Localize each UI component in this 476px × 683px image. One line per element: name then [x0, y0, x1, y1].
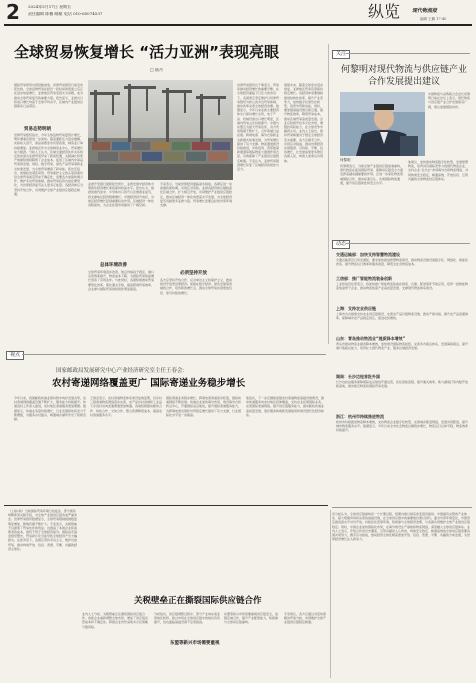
- brief-body-3: 上海市出台措施支持农业供应链建设，完善农产品冷链物流设施，推动产销对接，提升农产品流通效率，保障城市农产品稳定供应，促进农民增收。: [336, 312, 469, 321]
- section-divider: [4, 505, 328, 506]
- lead-headline: 全球贸易恢复增长 “活力亚洲”表现亮眼: [14, 43, 279, 61]
- page-number: 2: [6, 0, 20, 24]
- bottom-body-col3: 分析指出，供应链调整过程中，部分产业向东南亚等地区转移，新兴市场在全球供应链中的地位有所提升，但也面临基础设施不足等挑战。: [154, 612, 220, 625]
- interview-headline: 何黎明对现代物流与供应链产业合作发展提出建议: [340, 65, 467, 87]
- bottom-body-col1: （上接1版）当前国际贸易环境日趋复杂，部分国家频繁使用关税手段，对全球产业链供应链造成严重冲击。世界贸易组织数据显示，全球贸易限制措施数量明显增加，影响范围不断扩大。专家表示，关税壁垒不仅损害了贸易伙伴的利益，也推高了本国企业和消费者的成本，最终不利于全球经济复苏。国际货币基金组织警告，贸易碎片化可能导致全球经济产出大幅损失。在此背景下，各国应坚持多边主义，维护自由贸易，推动构建开放、包容、普惠、平衡、共赢的经济全球化。: [8, 509, 78, 551]
- bottom-body-col6: 有分析认为，全球供应链重构是一个长期过程，短期内难以彻底改变现有格局。中国拥有完整的产业体系、超大规模市场和完善的基础设施，在全球供应链中的重要地位难以替代。面对外部环境变化，中国坚定推进高水平对外开放，持续优化营商环境，积极参与全球经济治理，与各国共同维护全球产业链供应链稳定。同时，中国企业加快国际化布局，在海外建设生产基地和物流网络，深度融入全球供应链体系。业内人士表示，开放合作是历史潮流，互利共赢是人心所向，构建安全稳定、畅通高效的全球供应链需要各国共同努力，携手应对挑战，推动经济全球化朝着更加开放、包容、普惠、平衡、共赢的方向发展，为世界经济增长注入新动力。: [332, 512, 470, 542]
- interview-photo: [340, 92, 425, 156]
- port-photo: [88, 80, 233, 180]
- column-headline: 农村寄递网络覆盖更广 国际寄递业务稳步增长: [52, 378, 246, 389]
- column-body-4: 他指出，下一步应继续加强农村寄递物流基础设施建设，推动快递服务向农村地区延伸覆盖，支持企业拓展国际业务，完善国际寄递网络，提升供应链服务能力，推动邮政快递业高质量发展，更好服务构建新发展格局和建设现代化经济体系。: [246, 396, 324, 417]
- brief-title-1: 交通运输部：加快支持智慧物流建设: [336, 252, 400, 257]
- lead-body-col2a: 亚洲开发银行最新报告预计，亚洲发展中经济体今明两年经济增长率将保持较高水平。报告认为，强劲的国内需求、半导体出口回升以及旅游业复苏，将支撑地区经济稳健增长。中国经济回升向好，对地区经济增长起到重要拉动作用。区域经济一体化进程加快，为企业拓展市场提供了广阔空间。: [88, 182, 155, 208]
- lead-body-col3a: 专家表示，当前世界经济面临诸多挑战，各国应进一步加强政策协调，共同应对风险。亚洲各经济体应继续深化区域合作，扩大相互开放，共同维护产业链供应链稳定，推动区域经济一体化向更高水平发展，为全球经济复苏贡献更多亚洲力量。贸易增长需要良好的外部环境支撑。: [160, 182, 232, 208]
- lead-byline: □ 陆丹: [150, 68, 164, 72]
- brief-title-3: 上海：支持农业供应链: [336, 306, 376, 311]
- bottom-body-col4: 东盟等新兴市场需要重视供应链安全，加强区域合作，提升产业配套能力，积极参与全球供应链重构。: [224, 612, 279, 625]
- interview-body-left: 何黎明表示，当前全球产业链供应链加速重构，现代物流在促进国际贸易、保障供应链安全方面发挥着越来越重要的作用。应进一步深化物流领域国际合作，推动标准互认，共建国际物流通道，提升供应链韧性和安全水平。: [340, 164, 404, 185]
- lead-subhead-2: 总体环境改善: [100, 263, 127, 268]
- brief-body-6: 杭州市持续推进物流降本增效，支持物流企业数字化转型，完善城乡配送网络，发展共同配送，提升城市物流服务水平。数据显示，今年以来全市社会物流总额稳步增长，物流运行总体平稳，物流效率持续提升。: [336, 420, 469, 433]
- briefs-rule: [346, 243, 470, 244]
- lead-body-col5: 展望未来，随着全球需求逐步恢复，亚洲地区贸易有望保持稳定增长。各经济体需要继续推进结构性改革，提升产业竞争力，加快数字化绿色化转型，培育外贸新动能。同时，要加强基础设施互联互通，提升物流效率，降低贸易成本，推动区域贸易高质量发展。企业应积极开拓多元化市场，增强抗风险能力，在全球竞争中赢得主动。业内人士指出，保持贸易畅通对于稳定全球经济至关重要，各方应携手合作，共同应对挑战，推动世界经济实现强劲、可持续、平衡、包容增长，让发展成果更多惠及各国人民，构建人类命运共同体。: [284, 83, 324, 163]
- interview-body-right: 中国物流与采购联合会会长何黎明日前在论坛上表示，现代物流与供应链产业合作发展前景广阔，建议加强国际协作。: [428, 92, 470, 109]
- brief-title-5: 湖南：长沙边检首批外国: [336, 374, 380, 379]
- interview-label: 关注: [332, 50, 350, 59]
- lead-body-col1a: 国际贸易形势出现回暖迹象。世界贸易组织日前发布报告称，全球货物贸易在经历一段时间的低迷之后正在逐步恢复增长，亚洲地区贸易表现尤为亮眼，成为推动全球贸易复苏的重要力量。报告显示，亚洲出口和进口增长均高于全球平均水平，区域内产业链供应链联系日益紧密。: [14, 83, 84, 109]
- column-body-3: 国际寄递业务稳步增长，跨境电商寄递需求旺盛，国际快递网络不断拓展。快递企业加快海外布局，建设海外仓和转运中心，开通国际货运航线，提升国际寄递服务能力，为跨境电商发展和外贸稳定增长提供了有力支撑，行业国际化水平进一步提高。: [166, 396, 242, 417]
- bottom-divider: [330, 510, 331, 678]
- page-header: [0, 0, 476, 36]
- section-title: 纵览: [368, 2, 401, 21]
- paper-name: 现代物流报: [412, 8, 438, 14]
- column-body-1: 今年以来，我国邮政快递业保持稳中向好发展态势，农村寄递网络覆盖范围不断扩大，服务能力持续提升。快递进村工作深入推进，农村地区寄递服务更加便捷。数据显示，快递业务量持续增长，行业发展韧性和活力不断增强，为服务乡村振兴、畅通城乡循环作出了积极贡献。: [14, 396, 86, 422]
- column-label: 视点: [6, 351, 24, 360]
- bottom-headline: 关税壁垒正在撕裂国际供应链合作: [134, 596, 262, 606]
- divider-vertical: [328, 44, 329, 344]
- brief-title-2: 工信部：推广智能物流装备创新: [336, 276, 392, 281]
- interview-body-right2: 他建议，加快推动物流数字化转型，发展智慧物流，培育具有国际竞争力的现代物流企业，支持企业“走出去”布局海外仓和物流网络，共同构建安全稳定、畅通高效、开放包容、互利共赢的全球物流供应链体系。: [408, 160, 469, 181]
- brief-body-2: 工业和信息化部表示，将加快推广智能物流装备在制造、仓储、配送等环节的应用，培育一批智能物流装备骨干企业，推动物流装备产业高质量发展，支撑现代物流体系建设。: [336, 282, 469, 291]
- column-body-2: 王春会表示，农村寄递物流体系建设成效显著，县乡村三级寄递物流网络逐步完善，农产品出村进城和工业品下乡进村双向流通渠道更加畅通。各地积极推动邮快合作、快快合作、交快合作，整合资源降低成本，提高农村寄递服务水平。: [90, 396, 162, 417]
- lead-body-col1b: 世界贸易组织指出，今年全球货物贸易量预计增长，明年增速有望进一步加快。随着通胀压力逐步缓解，实际收入回升，商品消费需求有望改善，制造业订单持续增加。亚洲地区作为全球制造业中心，贸易增长动力强劲。分析人士认为，区域全面经济伙伴关系协定的实施为亚洲贸易带来了新的机遇，关税减让和原产地累积规则降低了企业成本，促进了区域内中间品贸易的发展。同时，数字贸易、绿色产品贸易等新业态快速发展，为全球贸易增添了新动能。报告还指出，地缘政治紧张局势、贸易保护主义抬头等因素仍给全球贸易前景带来不确定性，需要各方加强协调合作，维护多边贸易体制，推动贸易投资自由化便利化，为世界经济复苏注入更多正能量。各经济体应当坚持开放合作，共同维护全球产业链供应链稳定畅通。: [14, 133, 84, 196]
- edition-line: 编辑 王鹏 17:40: [420, 17, 447, 21]
- bottom-body-col2: 业内人士分析，关税壁垒正在撕裂国际供应链合作，迫使企业重新调整全球布局，增加了供应链运营成本和不确定性。跨国企业纷纷采取多元化策略分散风险。: [82, 612, 149, 629]
- brief-body-1: 交通运输部近日印发通知，要求加快推进智慧物流建设，推动物流设施设备数字化、网络化、智能化改造，提升物流运行效率和服务质量，降低全社会物流成本。: [336, 258, 469, 267]
- lead-body-col3b: 各方应坚持开放合作，反对单边主义和保护主义，推动建设开放型世界经济。加强在数字经济、绿色发展等领域的合作，培育新的增长点，推动全球贸易实现更加包容、更可持续的增长。: [160, 278, 232, 295]
- lead-subhead-1: 贸易态势明朗: [24, 127, 51, 132]
- brief-title-6: 浙江：杭州市持续推进物流: [336, 414, 384, 419]
- briefs-label: 动态: [332, 240, 350, 249]
- column-subtitle: 国家邮政局发展研究中心产业经济研究室主任王春会：: [56, 368, 189, 374]
- bottom-body-col5: 专家建议，各方应通过对话协商解决贸易分歧，共同维护全球产业链供应链稳定畅通。: [284, 612, 327, 625]
- brief-title-4: 山东：青岛推动物流业“提质降本增效”: [336, 336, 406, 341]
- column-rule: [22, 354, 326, 355]
- brief-body-4: 青岛市推动物流业提质降本增效，加快建设国际物流枢纽，完善多式联运体系，发展海铁联运，提升港口集疏运能力，培育壮大现代物流产业，服务区域经济发展。: [336, 342, 469, 351]
- header-rule: [4, 24, 472, 26]
- lead-body-col2b: 全球贸易环境逐步改善，航运价格趋于稳定，港口运营效率提升，物流成本下降，为国际贸易恢复增长创造了有利条件。与此同时，各国积极推动贸易便利化改革，简化通关手续，提高跨境贸易效率，企业参与国际贸易的积极性明显提高。: [88, 270, 155, 291]
- lead-body-col4: 世界贸易组织总干事表示，贸易是推动经济增长的重要引擎。在全球经济面临下行压力的背景下，各国更应坚定维护以世界贸易组织为核心的多边贸易体制，推动改革完善全球经济治理。数据显示，今年以来亚洲主要经济体出口保持增长态势，电子产品、机械设备出口增长明显，区域内贸易占比持续提升。中国与东盟互为最大贸易伙伴，双方贸易规模不断扩大，合作领域日益拓展。跨境电商、海外仓等新业态新模式快速发展，为贸易增长提供了有力支撑。物流通道建设持续推进，中欧班列、西部陆海新通道等国际物流大通道作用凸显，有效保障了产业链供应链稳定畅通。专家认为，亚洲贸易强劲增长彰显了区域经济的韧性与活力。: [237, 83, 280, 172]
- briefs-bottom-rule: [332, 507, 472, 508]
- brief-body-5: 长沙边检站服务保障国际货运航线开通运营，优化查验流程，提升通关效率，助力湖南打造内陆开放新高地，推动航空物流和国际贸易发展。: [336, 380, 469, 389]
- lead-subhead-3: 必须坚持开放: [180, 271, 207, 276]
- editor-line: 责任编辑 陈楠 邮箱 电话 010-65074537: [28, 12, 103, 16]
- date-line: 2024年5月17日 星期五: [28, 5, 72, 9]
- interview-caption: 何黎明: [340, 158, 351, 162]
- interview-rule: [346, 53, 470, 54]
- bottom-subhead: 东盟等新兴市场需要重视: [170, 641, 220, 646]
